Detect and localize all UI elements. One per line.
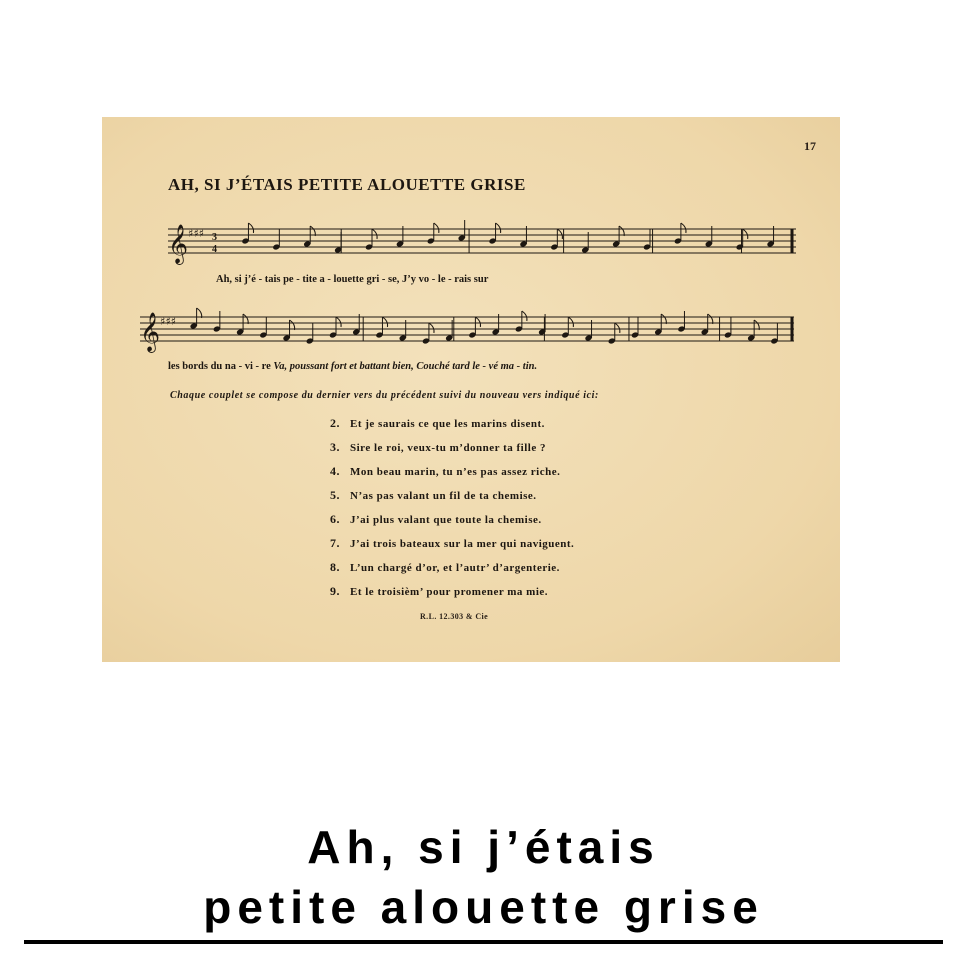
note-flag	[568, 317, 573, 327]
staff-lines-1	[168, 229, 796, 253]
verse-number: 9.	[330, 584, 340, 598]
note-flag	[743, 229, 748, 239]
verse-item	[330, 488, 574, 512]
caption-underline	[24, 940, 943, 944]
verse-number: 3.	[330, 440, 340, 454]
verse-text: Mon beau marin, tu n’es pas assez riche.	[350, 466, 561, 478]
verse-item	[330, 416, 574, 440]
lyrics-line-2	[168, 361, 537, 372]
note-flag	[615, 323, 620, 333]
key-signature: ♯♯♯	[160, 315, 176, 328]
verse-number: 5.	[330, 488, 340, 502]
verse-text: Sire le roi, veux-tu m’donner ta fille ?	[350, 442, 546, 454]
notes-staff-1	[241, 220, 792, 254]
verse-list	[330, 416, 574, 608]
sheet-music-page	[102, 117, 840, 662]
verse-number: 8.	[330, 560, 340, 574]
verse-item	[330, 464, 574, 488]
note-flag	[429, 323, 434, 333]
note-flag	[496, 223, 501, 233]
notes-staff-2	[190, 308, 792, 345]
staff-lines-2	[140, 317, 794, 341]
verse-text: Et le troisièm’ pour promener ma mie.	[350, 586, 549, 598]
caption-line-1: Ah, si j’étais	[307, 821, 660, 873]
treble-clef-icon: 𝄞	[140, 312, 161, 352]
verse-item	[330, 512, 574, 536]
note-flag	[382, 317, 387, 327]
verse-text: Et je saurais ce que les marins disent.	[350, 418, 545, 430]
verse-text: J’ai plus valant que toute la chemise.	[350, 514, 542, 526]
time-signature-bottom: 4	[212, 244, 217, 255]
note-flag	[336, 317, 341, 327]
verse-item	[330, 536, 574, 560]
note-flag	[475, 317, 480, 327]
note-flag	[372, 229, 377, 239]
key-signature: ♯♯♯	[188, 227, 204, 240]
note-flag	[522, 311, 527, 321]
note-flag	[248, 223, 253, 233]
verse-number: 4.	[330, 464, 340, 478]
verse-item	[330, 584, 574, 608]
note-flag	[557, 229, 562, 239]
lyrics-line-2-upright: les bords du na - vi - re	[168, 361, 274, 372]
publisher-mark: R.L. 12.303 & Cie	[420, 612, 489, 621]
caption-line-2: petite alouette grise	[203, 881, 764, 933]
verse-text: J’ai trois bateaux sur la mer qui naviguent.	[350, 538, 575, 550]
lyrics-line-1: Ah, si j’é - tais pe - tite a - louette gri - se, J’y vo - le - rais sur	[216, 274, 489, 285]
lyrics-line-2-italic: Va, poussant fort et battant bien, Couché tard le - vé ma - tin.	[273, 361, 538, 372]
note-flag	[681, 223, 686, 233]
note-flag	[434, 223, 439, 233]
verse-number: 6.	[330, 512, 340, 526]
verse-text: N’as pas valant un fil de ta chemise.	[350, 490, 537, 502]
verse-number: 7.	[330, 536, 340, 550]
couplet-instruction: Chaque couplet se compose du dernier vers du précédent suivi du nouveau vers indiqué ici:	[170, 390, 599, 401]
time-signature-top: 3	[212, 232, 217, 243]
page-number: 17	[804, 139, 816, 153]
verse-item	[330, 560, 574, 584]
music-staff-1	[168, 215, 798, 265]
verse-text: L’un chargé d’or, et l’autr’ d’argenterie.	[350, 562, 560, 574]
music-staff-2	[140, 303, 796, 353]
song-title: AH, SI J’ÉTAIS PETITE ALOUETTE GRISE	[168, 175, 526, 194]
verse-number: 2.	[330, 416, 340, 430]
verse-item	[330, 440, 574, 464]
treble-clef-icon: 𝄞	[168, 224, 189, 264]
